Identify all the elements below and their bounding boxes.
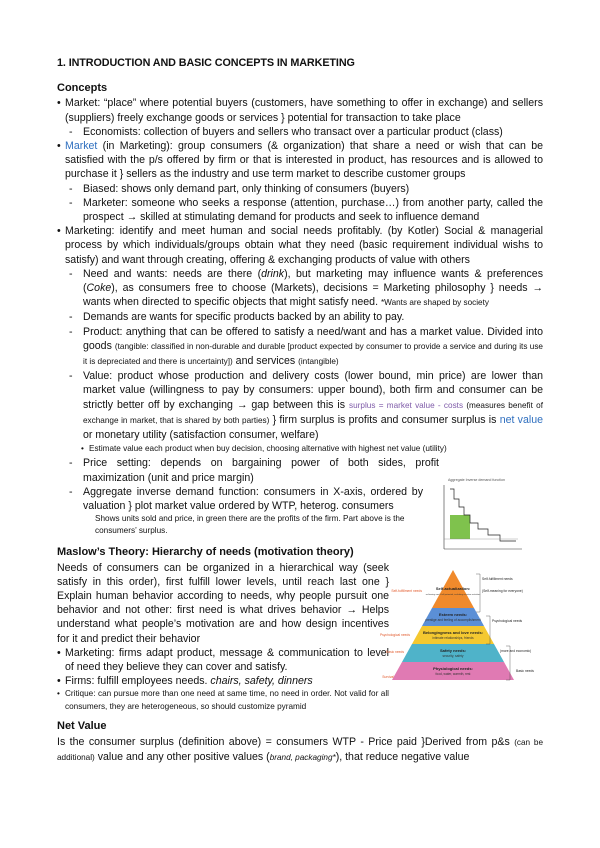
chart-note: Shows units sold and price, in green there are the profits of the firm. Part above is the consumers’ surplus. [95,514,405,536]
section-title: 1. INTRODUCTION AND BASIC CONCEPTS IN MARKETING [57,57,355,69]
needs-drink: drink [261,267,285,280]
surplus-formula: surplus = market value - costs [349,400,464,410]
net-value-paragraph [57,735,543,765]
demands-item: - Demands are wants for specific products backed by an ability to pay. [57,310,543,324]
estimate-item: • Estimate value each product when buy decision, choosing alternative with highest net value (utility) [57,442,543,456]
needs-coke: Coke [86,282,112,295]
biased-item: - Biased: shows only demand part, only thinking of consumers (buyers) [57,182,543,196]
product-note-2: (intangible) [298,357,339,367]
right-label-4: (more and economic) [500,649,532,653]
level-3-title: Belongingness and love needs: [422,630,484,635]
market-term: Market [65,140,98,153]
firms-examples: chairs, safety, dinners [210,675,313,688]
market-marketing-bullet [57,139,543,182]
net-value-text-3: ), that reduce negative value [335,750,470,763]
maslow-marketing-bullet: • Marketing: firms adapt product, message & communication to level of need they believe they can cover and satisfy. [57,646,389,674]
net-value-text-1: Is the consumer surplus (definition above) = consumers WTP - Price paid }Derived from p&s [57,735,515,748]
economists-item: - Economists: collection of buyers and sellers who transact over a particular product (class) [57,125,543,139]
product-item [57,325,543,370]
market-bullet: • Market: “place” where potential buyers (customers, have something to offer in exchange) and sellers (suppliers) freely exchange goods or services } potential for transaction to take place [57,96,543,124]
product-note: (tangible: classified in non-durable and durable [product expected by consumer to provide a service and during its use it is depreciated and there is uncertainty]) [83,341,543,367]
maslow-heading: Maslow’s Theory: Hierarchy of needs (motivation theory) [57,546,354,559]
needs-text-1: Need and wants: needs are there ( [83,267,262,280]
concepts-heading: Concepts [57,82,108,95]
needs-text-3: ), as consumers free to choose (Markets), decisions = Marketing philosophy } needs → wants when directed to specific objects that might satisfy need. [83,282,543,309]
market-marketing-text: (in Marketing): group consumers (& organization) that share a need or wish that can be satisfied with the p/s offered by firm or that is interested in product, has resources and is allowed to purchase it } sellers as the industry and use term market to describe customer groups [65,140,543,181]
left-label-2: Psychological needs [379,633,410,637]
aggregate-item: - Aggregate inverse demand function: consumers in X-axis, ordered by valuation } plot market value ordered by WTP, heterog. consumers [57,485,423,513]
right-label-3: Psychological needs [492,619,523,623]
level-5-title: Physiological needs: [433,666,473,671]
value-text-3: or monetary utility (satisfaction consumer, welfare) [83,429,319,442]
value-note: (measures benefit of exchange in market, that is shared by both parties) [83,400,543,425]
level-2-text: prestige and feeling of accomplishment [425,618,481,622]
firm-profit-area [450,515,470,539]
right-label-1: Self-fulfillment needs [482,577,513,581]
needs-note: *Wants are shaped by society [380,298,489,308]
level-1-text: achieving one's full potential, including creative activities [425,594,481,596]
left-label-3: Basic needs [386,650,404,654]
pyramid-level-esteem [422,608,484,626]
pyramid-level-safety [402,644,504,662]
firms-text: Firms: fulfill employees needs. [65,675,211,688]
level-4-text: security, safety [442,654,464,658]
maslow-critique-bullet: • Critique: can pursue more than one need at same time, no need in order. Not valid for all consumers, they are heterogeneous, so should customize pyramid [57,688,389,713]
value-item [57,369,543,442]
maslow-section [57,545,389,713]
net-value-term: net value [499,413,543,426]
product-text-1: Product: anything that can be offered to satisfy a need/want and has a market value. Divided into goods [83,325,543,352]
level-2-title: Esteem needs: [438,612,468,617]
net-value-text-2: value and any other positive values ( [94,750,270,763]
needs-text-2: ), but marketing may influence wants & preferences ( [83,267,543,295]
product-text-2: and services [232,355,299,368]
marketing-bullet: • Marketing: identify and meet human and social needs profitably. (by Kotler) Social & managerial process by which individuals/groups obtain what they need (basic requirement individual wishs to satisfy) and want through creating, offering & exchanging products of value with others [57,224,543,267]
price-setting-item: - Price setting: depends on bargaining power of both sides, profit maximization (unit and price margin) [57,456,439,484]
pyramid-level-belonging [412,626,494,644]
pyramid-level-physiological [392,662,514,680]
left-label-1: Self-fulfillment needs [391,589,422,593]
level-5-text: food, water, warmth, rest [435,672,471,676]
level-4-title: Safety needs: [439,648,467,653]
bracket-self-fulfillment [476,574,480,612]
demand-curve-chart [438,475,528,555]
net-value-heading: Net Value [57,720,107,733]
net-value-examples: brand, packaging* [269,752,336,762]
left-label-4: Survival [382,675,394,679]
chart-caption: Aggregate Inverse demand function [448,478,505,482]
right-label-2: (Self-meaning for everyone) [482,589,523,593]
right-label-5: Basic needs [516,669,534,673]
net-value-note: (can be additional) [57,737,544,762]
maslow-pyramid [364,568,542,688]
needs-wants-item [57,267,543,311]
maslow-paragraph: Needs of consumers can be organized in a hierarchical way (seek satisfy in this order), first fulfill lower levels, until reach last one } Explain human behavior according to needs, why people pursuit one behavior and not other: first need is what drives behavior → Helps understand what people’s motivation are and how design incentives for it and predict their behavior [57,561,389,645]
level-3-text: intimate relationships, friends [432,636,474,640]
level-1-title: Self-actualization: [435,586,471,591]
value-text-2: } firm surplus is profits and consumer surplus is [269,413,500,426]
maslow-firms-bullet [57,674,389,688]
marketer-item: - Marketer: someone who seeks a response (attention, purchase…) from another party, called the prospect → skilled at stimulating demand for products and seek to influence demand [57,196,543,224]
value-text-1: Value: product whose production and delivery costs (lower bound, min price) are lower than market value (willingness to pay by consumers: upper bound), both firm and consumer can be strictly better off by exchanging → gap between this is [83,370,543,411]
